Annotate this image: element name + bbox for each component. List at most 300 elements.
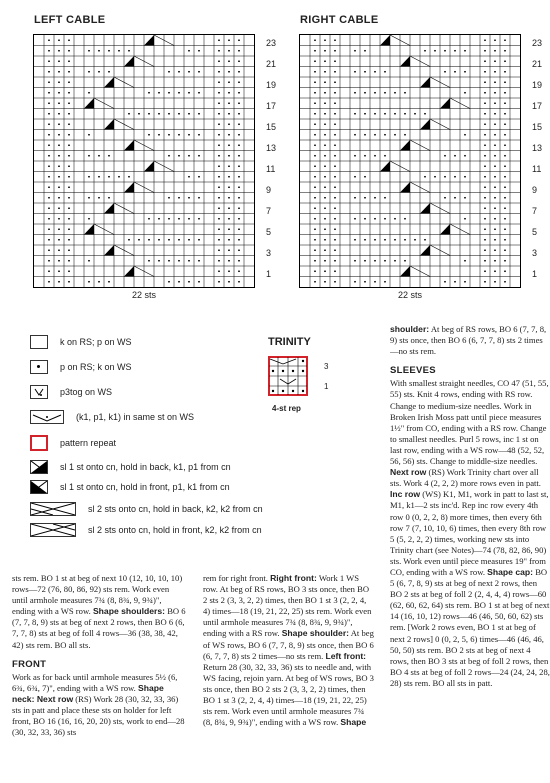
purl-dot xyxy=(98,197,100,199)
purl-dot xyxy=(58,270,60,272)
purl-dot xyxy=(48,197,50,199)
left-row-numbers xyxy=(266,34,286,286)
purl-dot xyxy=(494,270,496,272)
purl-dot xyxy=(178,239,180,241)
purl-dot xyxy=(218,281,220,283)
purl-dot xyxy=(218,92,220,94)
purl-dot xyxy=(334,39,336,41)
purl-dot xyxy=(334,113,336,115)
purl-dot xyxy=(484,239,486,241)
purl-dot xyxy=(48,207,50,209)
purl-dot xyxy=(334,60,336,62)
purl-dot xyxy=(58,113,60,115)
purl-dot xyxy=(324,92,326,94)
purl-dot xyxy=(324,270,326,272)
purl-dot xyxy=(454,71,456,73)
purl-dot xyxy=(334,186,336,188)
purl-dot xyxy=(384,281,386,283)
sleeves-heading: SLEEVES xyxy=(390,365,436,377)
cable-cross-mark xyxy=(124,266,134,277)
row-number: 13 xyxy=(532,143,543,153)
row-number: 9 xyxy=(266,185,272,195)
purl-dot xyxy=(48,39,50,41)
purl-dot xyxy=(484,60,486,62)
purl-dot xyxy=(58,144,60,146)
purl-dot xyxy=(314,281,316,283)
purl-dot xyxy=(484,186,486,188)
purl-dot xyxy=(504,71,506,73)
cable-cross-mark xyxy=(144,161,154,172)
cable-cross-mark xyxy=(380,161,390,172)
purl-dot xyxy=(504,281,506,283)
purl-dot xyxy=(464,260,466,262)
purl-dot xyxy=(238,144,240,146)
purl-dot xyxy=(464,92,466,94)
trinity-repeat: 4-st rep xyxy=(272,404,301,413)
purl-dot xyxy=(118,176,120,178)
purl-dot xyxy=(68,60,70,62)
purl-dot xyxy=(228,218,230,220)
purl-dot xyxy=(484,270,486,272)
row-number: 19 xyxy=(532,80,543,90)
purl-dot xyxy=(444,155,446,157)
purl-dot xyxy=(58,281,60,283)
purl-dot xyxy=(238,270,240,272)
purl-dot xyxy=(188,197,190,199)
purl-dot xyxy=(484,281,486,283)
purl-dot xyxy=(494,71,496,73)
cable-cross-mark xyxy=(380,35,390,46)
purl-dot xyxy=(334,281,336,283)
purl-dot xyxy=(494,81,496,83)
purl-dot xyxy=(58,239,60,241)
purl-dot xyxy=(228,260,230,262)
left-stitch-count: 22 sts xyxy=(132,290,157,300)
row-number: 17 xyxy=(266,101,277,111)
purl-dot xyxy=(218,60,220,62)
purl-dot xyxy=(494,144,496,146)
purl-dot xyxy=(108,197,110,199)
purl-dot xyxy=(58,218,60,220)
purl-dot xyxy=(68,92,70,94)
purl-dot xyxy=(198,155,200,157)
purl-dot xyxy=(364,197,366,199)
purl-dot xyxy=(58,92,60,94)
purl-dot xyxy=(324,39,326,41)
purl-dot xyxy=(484,228,486,230)
purl-dot xyxy=(484,71,486,73)
purl-dot xyxy=(228,102,230,104)
purl-dot xyxy=(374,155,376,157)
purl-dot xyxy=(504,165,506,167)
purl-dot xyxy=(394,260,396,262)
left-cable-chart xyxy=(33,34,255,288)
purl-dot xyxy=(198,260,200,262)
cable-cross-mark xyxy=(400,140,410,151)
increase-icon xyxy=(30,410,64,424)
purl-dot xyxy=(228,81,230,83)
purl-dot xyxy=(324,155,326,157)
purl-dot xyxy=(58,134,60,136)
knit-square-icon xyxy=(30,335,48,349)
purl-dot xyxy=(168,281,170,283)
key-label: pattern repeat xyxy=(60,438,117,448)
purl-dot xyxy=(334,155,336,157)
purl-dot xyxy=(504,50,506,52)
purl-dot xyxy=(128,239,130,241)
purl-dot xyxy=(354,197,356,199)
purl-dot xyxy=(444,50,446,52)
purl-dot xyxy=(168,197,170,199)
purl-dot xyxy=(188,50,190,52)
right-cable-chart xyxy=(299,34,521,288)
purl-dot xyxy=(464,218,466,220)
purl-dot xyxy=(334,165,336,167)
purl-dot xyxy=(68,165,70,167)
paragraph: rem for right front. Right front: Work 1 WS row. At beg of RS rows, BO 3 sts once, then BO 2 sts 2 (3, 3, 2, 2) times, then BO 1 st 3 (2, 2, 4, 4) times—18 (19, 21, 22, 25) sts rem. Work even until armhole measures 7¾ (8, 8¾, 9, 9¾)", ending with a RS row. Shape shoulder: At beg of WS rows, BO 6 (7, 7, 8, 9) sts once, then BO 6 (6, 7, 7, 8) sts 2 times—no sts rem. Left front: Return 28 (30, 32, 33, 36) sts to needle and, with WS facing, rejoin yarn. At beg of WS rows, BO 3 sts once, then BO 2 sts 2 (3, 3, 2, 2) times, then BO 1 st 3 (2, 2, 4, 4) times—18 (19, 21, 22, 25) sts rem. Work even until armhole measures 7¾ (8, 8¾, 9, 9¾)", ending with a WS row. Shape xyxy=(203,573,374,728)
purl-dot xyxy=(384,92,386,94)
purl-dot xyxy=(324,50,326,52)
purl-dot xyxy=(168,218,170,220)
purl-dot xyxy=(48,281,50,283)
row-number: 7 xyxy=(532,206,538,216)
purl-dot xyxy=(108,155,110,157)
cable-cross-mark xyxy=(420,245,430,256)
purl-dot xyxy=(238,197,240,199)
key-label: sl 1 st onto cn, hold in front, p1, k1 from cn xyxy=(60,482,230,492)
purl-dot xyxy=(198,134,200,136)
purl-dot xyxy=(58,81,60,83)
purl-dot xyxy=(484,218,486,220)
purl-dot xyxy=(364,176,366,178)
purl-dot xyxy=(98,155,100,157)
purl-dot xyxy=(394,134,396,136)
key-label: (k1, p1, k1) in same st on WS xyxy=(76,412,195,422)
purl-dot xyxy=(444,176,446,178)
purl-dot-icon xyxy=(30,360,48,374)
purl-dot xyxy=(228,155,230,157)
purl-dot xyxy=(218,186,220,188)
purl-dot xyxy=(168,260,170,262)
purl-dot xyxy=(168,71,170,73)
purl-dot xyxy=(238,134,240,136)
purl-dot xyxy=(484,155,486,157)
purl-dot xyxy=(324,71,326,73)
paragraph: sts rem. BO 1 st at beg of next 10 (12, 10, 10, 10) rows—72 (76, 80, 86, 92) sts rem. Work even until armhole measures 7¾ (8, 8¾, 9, 9¾)", ending with a WS row. Shape shoulders: BO 6 (7, 7, 8, 9) sts at beg of next 2 rows, then BO 6 (6, 7, 7, 8) sts at beg of foll 4 rows—36 (38, 38, 42, 42) sts rem. BO all sts. xyxy=(12,573,186,650)
purl-dot xyxy=(314,228,316,230)
cable-cross-mark xyxy=(84,98,94,109)
purl-dot xyxy=(58,50,60,52)
purl-dot xyxy=(484,197,486,199)
purl-dot xyxy=(384,113,386,115)
purl-dot xyxy=(178,260,180,262)
purl-dot xyxy=(314,176,316,178)
purl-dot xyxy=(504,239,506,241)
purl-dot xyxy=(68,102,70,104)
purl-dot xyxy=(494,102,496,104)
purl-dot xyxy=(374,239,376,241)
purl-dot xyxy=(324,144,326,146)
row-number: 15 xyxy=(532,122,543,132)
row-number: 23 xyxy=(532,38,543,48)
purl-dot xyxy=(354,50,356,52)
cable-2-2-back-icon xyxy=(30,502,76,516)
purl-dot xyxy=(68,176,70,178)
purl-dot xyxy=(504,249,506,251)
purl-dot xyxy=(314,144,316,146)
purl-dot xyxy=(314,50,316,52)
purl-dot xyxy=(324,176,326,178)
row-number: 1 xyxy=(532,269,538,279)
cable-cross-mark xyxy=(400,182,410,193)
purl-dot xyxy=(198,113,200,115)
purl-dot xyxy=(334,260,336,262)
purl-dot xyxy=(324,249,326,251)
purl-dot xyxy=(404,218,406,220)
purl-dot xyxy=(88,134,90,136)
key-item xyxy=(30,460,231,474)
purl-dot xyxy=(198,71,200,73)
purl-dot xyxy=(228,71,230,73)
purl-dot xyxy=(504,155,506,157)
cable-cross-mark xyxy=(104,77,114,88)
cable-cross-mark xyxy=(400,266,410,277)
purl-dot xyxy=(218,249,220,251)
purl-dot xyxy=(364,134,366,136)
purl-dot xyxy=(484,113,486,115)
purl-dot xyxy=(334,50,336,52)
purl-dot xyxy=(504,92,506,94)
purl-dot xyxy=(334,176,336,178)
purl-dot xyxy=(68,239,70,241)
purl-dot xyxy=(464,155,466,157)
purl-dot xyxy=(228,165,230,167)
purl-dot xyxy=(238,260,240,262)
purl-dot xyxy=(98,176,100,178)
purl-dot xyxy=(374,113,376,115)
purl-dot xyxy=(314,260,316,262)
purl-dot xyxy=(354,281,356,283)
purl-dot xyxy=(324,260,326,262)
purl-dot xyxy=(374,197,376,199)
purl-dot xyxy=(484,176,486,178)
purl-dot xyxy=(178,218,180,220)
row-number: 7 xyxy=(266,206,272,216)
purl-dot xyxy=(394,239,396,241)
row-number: 11 xyxy=(266,164,276,174)
purl-dot xyxy=(168,113,170,115)
right-row-numbers xyxy=(532,34,550,286)
purl-dot xyxy=(314,207,316,209)
purl-dot xyxy=(324,113,326,115)
key-label: p3tog on WS xyxy=(60,387,113,397)
purl-dot xyxy=(48,186,50,188)
row-number: 21 xyxy=(266,59,277,69)
purl-dot xyxy=(178,71,180,73)
key-label: sl 1 st onto cn, hold in back, k1, p1 from cn xyxy=(60,462,231,472)
purl-dot xyxy=(158,92,160,94)
purl-dot xyxy=(414,239,416,241)
trinity-row-1: 1 xyxy=(324,382,329,391)
purl-dot xyxy=(504,186,506,188)
purl-dot xyxy=(158,218,160,220)
purl-dot xyxy=(218,165,220,167)
purl-dot xyxy=(238,92,240,94)
purl-dot xyxy=(228,197,230,199)
purl-dot xyxy=(504,134,506,136)
purl-dot xyxy=(464,134,466,136)
purl-dot xyxy=(228,228,230,230)
text-column-3 xyxy=(390,324,550,689)
cable-cross-mark xyxy=(124,56,134,67)
front-heading: FRONT xyxy=(12,658,47,670)
cable-cross-mark xyxy=(104,119,114,130)
purl-dot xyxy=(48,144,50,146)
purl-dot xyxy=(314,270,316,272)
purl-dot xyxy=(108,176,110,178)
purl-dot xyxy=(238,60,240,62)
purl-dot xyxy=(48,92,50,94)
purl-dot xyxy=(504,102,506,104)
purl-dot xyxy=(48,228,50,230)
purl-dot xyxy=(494,123,496,125)
purl-dot xyxy=(178,281,180,283)
purl-dot xyxy=(218,39,220,41)
purl-dot xyxy=(138,239,140,241)
trinity-title: TRINITY xyxy=(268,336,311,348)
purl-dot xyxy=(168,92,170,94)
purl-dot xyxy=(454,50,456,52)
purl-dot xyxy=(48,102,50,104)
purl-dot xyxy=(374,71,376,73)
purl-dot xyxy=(158,260,160,262)
purl-dot xyxy=(334,102,336,104)
purl-dot xyxy=(354,134,356,136)
key-label: k on RS; p on WS xyxy=(60,337,132,347)
purl-dot xyxy=(58,186,60,188)
row-number: 3 xyxy=(266,248,272,258)
purl-dot xyxy=(238,50,240,52)
purl-dot xyxy=(188,176,190,178)
purl-dot xyxy=(108,281,110,283)
purl-dot xyxy=(238,207,240,209)
purl-dot xyxy=(314,249,316,251)
purl-dot xyxy=(238,39,240,41)
cable-cross-mark xyxy=(84,224,94,235)
purl-dot xyxy=(148,92,150,94)
purl-dot xyxy=(394,218,396,220)
row-number: 17 xyxy=(532,101,543,111)
left-cable-title: LEFT CABLE xyxy=(34,14,106,26)
purl-dot xyxy=(324,239,326,241)
cable-cross-mark xyxy=(124,182,134,193)
purl-dot xyxy=(464,176,466,178)
purl-dot xyxy=(218,134,220,136)
purl-dot xyxy=(48,260,50,262)
purl-dot xyxy=(48,176,50,178)
row-number: 13 xyxy=(266,143,277,153)
cable-1-1-back-icon xyxy=(30,460,48,474)
purl-dot xyxy=(238,281,240,283)
cable-cross-mark xyxy=(124,140,134,151)
purl-dot xyxy=(454,155,456,157)
row-number: 9 xyxy=(532,185,538,195)
purl-dot xyxy=(424,176,426,178)
trinity-chart xyxy=(268,336,348,416)
cable-cross-mark xyxy=(420,119,430,130)
purl-dot xyxy=(88,50,90,52)
purl-dot xyxy=(128,113,130,115)
purl-dot xyxy=(384,155,386,157)
purl-dot xyxy=(228,207,230,209)
cable-cross-mark xyxy=(420,203,430,214)
purl-dot xyxy=(218,176,220,178)
purl-dot xyxy=(48,218,50,220)
purl-dot xyxy=(238,176,240,178)
purl-dot xyxy=(384,218,386,220)
purl-dot xyxy=(218,113,220,115)
purl-dot xyxy=(374,134,376,136)
text-column-1 xyxy=(12,573,187,738)
purl-dot xyxy=(238,155,240,157)
purl-dot xyxy=(374,218,376,220)
purl-dot xyxy=(158,113,160,115)
purl-dot xyxy=(504,123,506,125)
purl-dot xyxy=(58,197,60,199)
paragraph: shoulder: At beg of RS rows, BO 6 (7, 7, 8, 9) sts once, then BO 6 (6, 7, 7, 8) sts 2 times—no sts rem. xyxy=(390,324,547,357)
purl-dot xyxy=(48,165,50,167)
purl-dot xyxy=(238,249,240,251)
purl-dot xyxy=(334,81,336,83)
purl-dot xyxy=(424,50,426,52)
paragraph: With smallest straight needles, CO 47 (51, 55, 55) sts. Knit 4 rows, ending with RS row. Change to medium-size needles. Work in Broken Irish Moss patt until piece measures 1½" from CO, ending with a RS row. Change to smallest needles. Purl 5 rows, inc 1 st on last row, ending with a WS row—48 (52, 52, 56, 56) sts. Change to middle-size needles. Next row (RS) Work Trinity chart over all sts. Work 4 (2, 2, 2) more rows even in patt. Inc row (WS) K1, M1, work in patt to last st, M1, k1—2 sts inc'd. Rep inc row every 4th row 0 (0, 2, 2, 8) more times, then every 6th row 7 (7, 10, 10, 6) times, then every 8th row 5 (5, 2, 2, 2) times, working new sts into Trinity chart (see Notes)—74 (78, 82, 86, 90) sts. Work even until piece measures 19" from CO, ending with a WS row. Shape cap: BO 5 (6, 7, 8, 9) sts at beg of next 2 rows, then BO 2 sts at beg of foll 2 (2, 4, 4, 4) rows—60 (62, 60, 62, 64) sts rem. BO 1 st at beg of next 14 (16, 10, 12) rows—46 (46, 50, 60, 62) sts rem. [Work 2 rows even, BO 1 st at beg of next 2 rows] 0 (0, 2, 5, 6) times—46 (46, 46, 50, 50) sts rem. BO 2 sts at beg of next 4 rows, then BO 3 sts at beg of foll 2 rows, then BO 4 sts at beg of foll 2 rows—24 (24, 24, 28, 28) sts rem. BO all sts in patt. xyxy=(390,378,550,688)
purl-dot xyxy=(228,186,230,188)
purl-dot xyxy=(314,81,316,83)
key-item xyxy=(30,523,262,537)
key-item xyxy=(30,410,194,424)
purl-dot xyxy=(48,123,50,125)
purl-dot xyxy=(364,260,366,262)
purl-dot xyxy=(228,281,230,283)
purl-dot xyxy=(494,239,496,241)
purl-dot xyxy=(334,249,336,251)
purl-dot xyxy=(494,197,496,199)
purl-dot xyxy=(108,71,110,73)
purl-dot xyxy=(128,176,130,178)
purl-dot xyxy=(228,270,230,272)
purl-dot xyxy=(454,197,456,199)
purl-dot xyxy=(178,113,180,115)
purl-dot xyxy=(148,218,150,220)
purl-dot xyxy=(314,102,316,104)
purl-dot xyxy=(334,92,336,94)
purl-dot xyxy=(58,102,60,104)
purl-dot xyxy=(68,123,70,125)
cable-cross-mark xyxy=(104,203,114,214)
purl-dot xyxy=(504,260,506,262)
purl-dot xyxy=(238,239,240,241)
purl-dot xyxy=(324,207,326,209)
purl-dot xyxy=(364,50,366,52)
key-label: p on RS; k on WS xyxy=(60,362,132,372)
purl-dot xyxy=(68,50,70,52)
purl-dot xyxy=(58,260,60,262)
purl-dot xyxy=(88,218,90,220)
purl-dot xyxy=(414,113,416,115)
purl-dot xyxy=(98,71,100,73)
purl-dot xyxy=(128,50,130,52)
purl-dot xyxy=(504,144,506,146)
